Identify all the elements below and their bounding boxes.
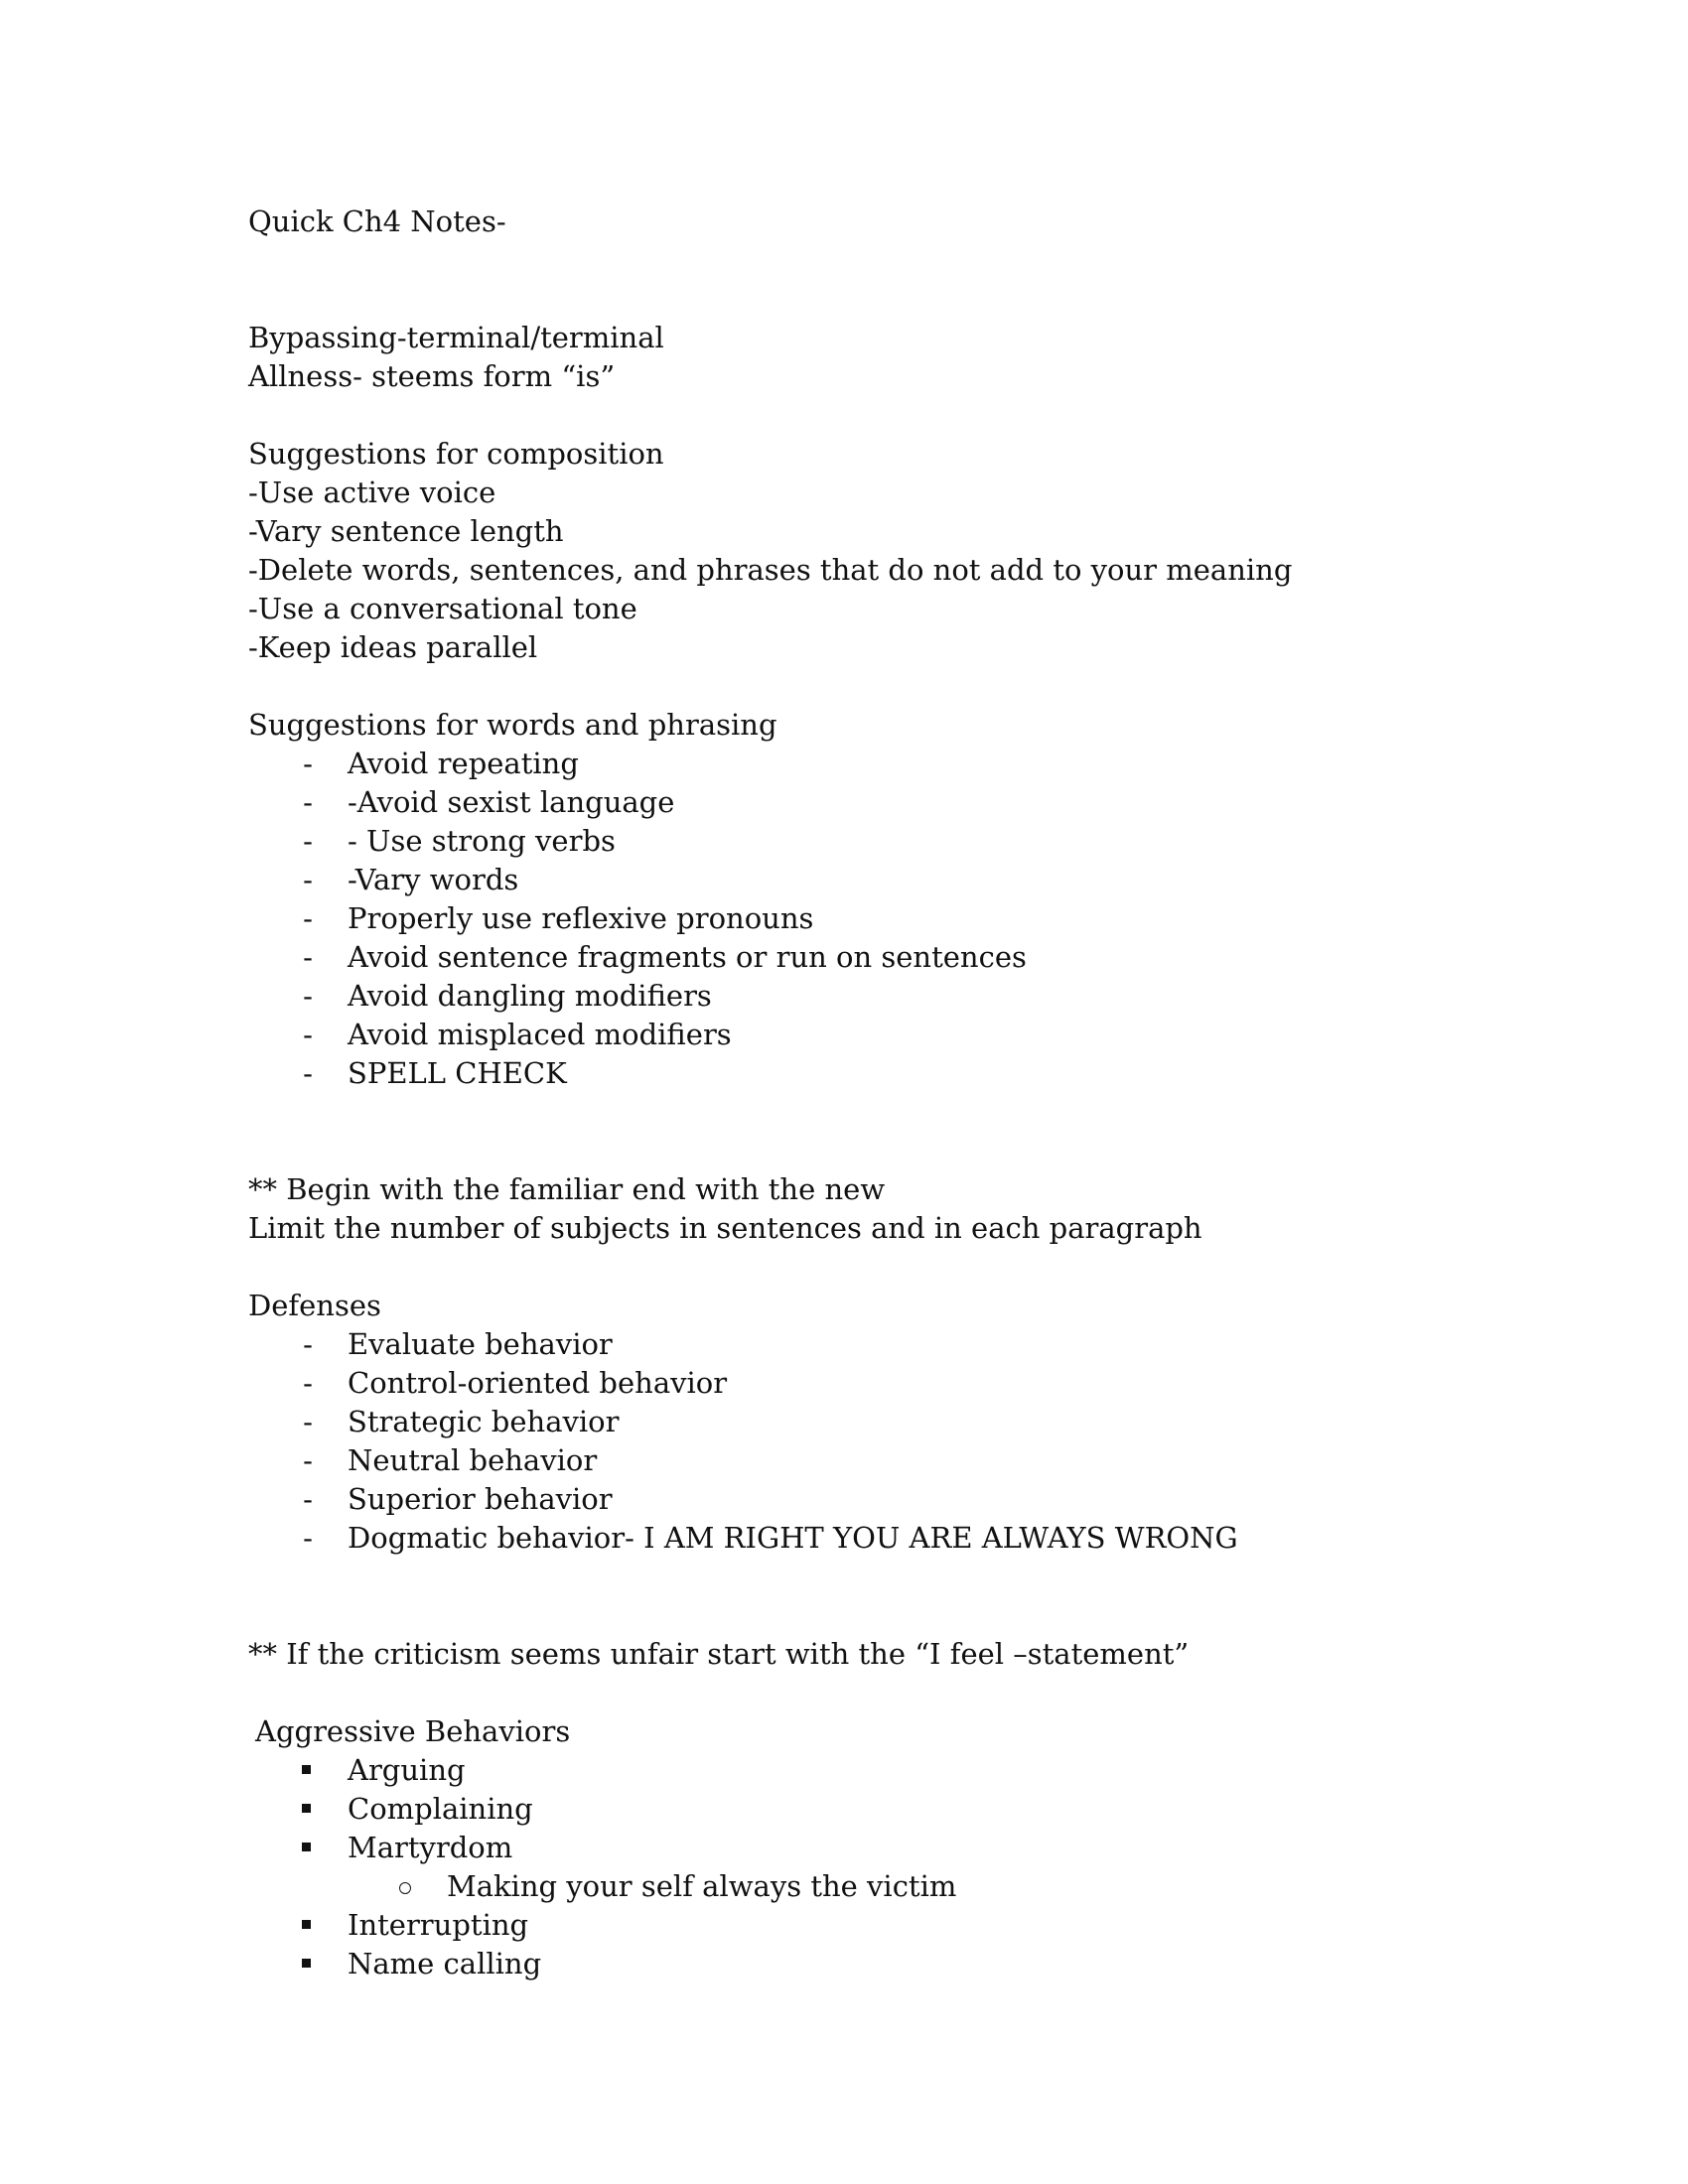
list-item bbox=[248, 1945, 1489, 1983]
list-item bbox=[248, 1480, 1489, 1519]
list-item-text: Strategic behavior bbox=[348, 1405, 620, 1438]
square-bullet-icon bbox=[302, 1920, 311, 1929]
dash-bullet: - bbox=[303, 824, 313, 858]
note-line: ** If the criticism seems unfair start with the “I feel –statement” bbox=[248, 1637, 1190, 1671]
list-item-text: Arguing bbox=[348, 1753, 466, 1787]
square-bullet-icon bbox=[302, 1765, 311, 1774]
square-bullet-icon bbox=[302, 1959, 311, 1968]
list-item bbox=[248, 938, 1489, 977]
list-item-text: Evaluate behavior bbox=[348, 1327, 613, 1361]
words-heading: Suggestions for words and phrasing bbox=[248, 708, 777, 742]
composition-item: -Vary sentence length bbox=[248, 514, 564, 548]
list-item-text: Martyrdom bbox=[348, 1831, 513, 1864]
list-item bbox=[248, 1325, 1489, 1364]
dash-bullet: - bbox=[303, 1327, 313, 1361]
list-item-text: Superior behavior bbox=[348, 1482, 613, 1516]
list-item bbox=[248, 1054, 1489, 1093]
list-item bbox=[248, 1016, 1489, 1054]
circle-bullet-icon bbox=[399, 1882, 411, 1894]
list-item bbox=[248, 1790, 1489, 1829]
dash-bullet: - bbox=[303, 1443, 313, 1477]
dash-bullet: - bbox=[303, 1018, 313, 1051]
list-item-text: Control-oriented behavior bbox=[348, 1366, 728, 1400]
list-item-text: Properly use reflexive pronouns bbox=[348, 901, 814, 935]
list-item-text: Interrupting bbox=[348, 1908, 529, 1942]
composition-item: -Use a conversational tone bbox=[248, 592, 637, 625]
composition-item: -Delete words, sentences, and phrases that do not add to your meaning bbox=[248, 553, 1293, 587]
spacer bbox=[248, 1558, 1489, 1635]
list-item-text: - Use strong verbs bbox=[348, 824, 616, 858]
spacer bbox=[248, 667, 1489, 706]
note-line: ** Begin with the familiar end with the new bbox=[248, 1172, 886, 1206]
list-item-text: Avoid misplaced modifiers bbox=[348, 1018, 732, 1051]
list-item-text: -Avoid sexist language bbox=[348, 785, 675, 819]
sub-list-item bbox=[248, 1867, 1489, 1906]
defenses-list bbox=[248, 1325, 1489, 1558]
dash-bullet: - bbox=[303, 1366, 313, 1400]
dash-bullet: - bbox=[303, 1405, 313, 1438]
dash-bullet: - bbox=[303, 785, 313, 819]
list-item bbox=[248, 1364, 1489, 1403]
list-item-text: Avoid repeating bbox=[348, 747, 579, 780]
list-item bbox=[248, 783, 1489, 822]
spacer bbox=[248, 1674, 1489, 1712]
composition-heading: Suggestions for composition bbox=[248, 437, 664, 471]
spacer bbox=[248, 396, 1489, 435]
intro-line: Allness- steems form “is” bbox=[248, 359, 616, 393]
list-item bbox=[248, 1906, 1489, 1945]
dash-bullet: - bbox=[303, 747, 313, 780]
list-item bbox=[248, 1829, 1489, 1867]
dash-bullet: - bbox=[303, 1521, 313, 1555]
list-item-text: Avoid sentence fragments or run on sentences bbox=[348, 940, 1027, 974]
square-bullet-icon bbox=[302, 1843, 311, 1851]
list-item bbox=[248, 977, 1489, 1016]
intro-line: Bypassing-terminal/terminal bbox=[248, 321, 664, 354]
defenses-heading: Defenses bbox=[248, 1289, 381, 1322]
spacer bbox=[248, 1248, 1489, 1287]
sub-list-item-text: Making your self always the victim bbox=[447, 1869, 957, 1903]
list-item-text: Complaining bbox=[348, 1792, 533, 1826]
note-line: Limit the number of subjects in sentences and in each paragraph bbox=[248, 1211, 1202, 1245]
aggressive-list bbox=[248, 1751, 1489, 1983]
list-item-text: Name calling bbox=[348, 1947, 542, 1980]
dash-bullet: - bbox=[303, 863, 313, 896]
square-bullet-icon bbox=[302, 1804, 311, 1813]
aggressive-heading: Aggressive Behaviors bbox=[255, 1714, 571, 1748]
list-item-text: Neutral behavior bbox=[348, 1443, 598, 1477]
document-title: Quick Ch4 Notes- bbox=[248, 205, 506, 238]
list-item bbox=[248, 1519, 1489, 1558]
list-item bbox=[248, 745, 1489, 783]
document-page bbox=[248, 203, 1489, 1983]
spacer bbox=[248, 241, 1489, 319]
list-item-text: Avoid dangling modifiers bbox=[348, 979, 712, 1013]
list-item bbox=[248, 1751, 1489, 1790]
list-item bbox=[248, 822, 1489, 861]
dash-bullet: - bbox=[303, 940, 313, 974]
dash-bullet: - bbox=[303, 901, 313, 935]
spacer bbox=[248, 1093, 1489, 1170]
list-item-text: -Vary words bbox=[348, 863, 519, 896]
dash-bullet: - bbox=[303, 979, 313, 1013]
words-list bbox=[248, 745, 1489, 1093]
list-item bbox=[248, 1441, 1489, 1480]
list-item-text: SPELL CHECK bbox=[348, 1056, 567, 1090]
list-item bbox=[248, 1403, 1489, 1441]
list-item bbox=[248, 899, 1489, 938]
dash-bullet: - bbox=[303, 1056, 313, 1090]
list-item bbox=[248, 861, 1489, 899]
dash-bullet: - bbox=[303, 1482, 313, 1516]
composition-item: -Use active voice bbox=[248, 476, 496, 509]
list-item-text: Dogmatic behavior- I AM RIGHT YOU ARE ALWAYS WRONG bbox=[348, 1521, 1238, 1555]
composition-item: -Keep ideas parallel bbox=[248, 630, 538, 664]
